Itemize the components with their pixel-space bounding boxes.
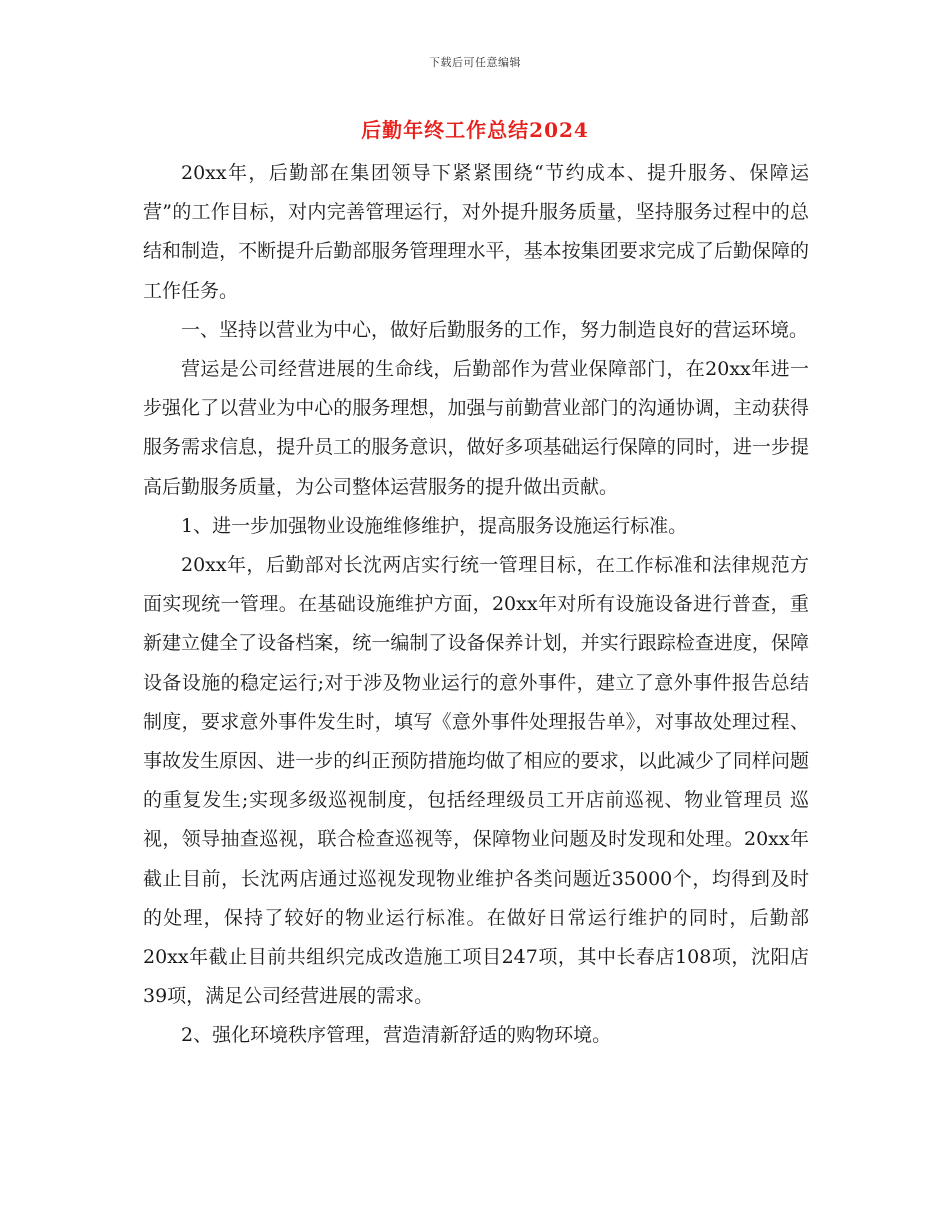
paragraph-intro: 20xx年，后勤部在集团领导下紧紧围绕“节约成本、提升服务、保障运营”的工作目标，对内完善管理运行，对外提升服务质量，坚持服务过程中的总结和制造，不断提升后勤部服务管理理水平，基本按集团要求完成了后勤保障的工作任务。 (143, 162, 809, 302)
header-note: 下载后可任意编辑 (429, 56, 521, 69)
paragraph-facilities: 20xx年，后勤部对长沈两店实行统一管理目标，在工作标准和法律规范方面实现统一管理。在基础设施维护方面，20xx年对所有设施设备进行普查，重新建立健全了设备档案，统一编制了设备保养计划，并实行跟踪检查进度，保障设备设施的稳定运行;对于涉及物业运行的意外事件，建立了意外事件报告总结制度，要求意外事件发生时，填写《意外事件处理报告单》，对事故处理过程、事故发生原因、进一步的纠正预防措施均做了相应的要求，以此减少了同样问题的重复发生;实现多级巡视制度，包括经理级员工开店前巡视、物业管理员 巡视，领导抽查巡视，联合检查巡视等，保障物业问题及时发现和处理。20xx年截止目前，长沈两店通过巡视发现物业维护各类问题近35000个，均得到及时的处理，保持了较好的物业运行标准。在做好日常运行维护的同时，后勤部20xx年截止目前共组织完成改造施工项目247项，其中长春店108项，沈阳店39项，满足公司经营进展的需求。 (143, 554, 809, 1008)
subsection-heading-1: 1、进一步加强物业设施维修维护，提高服务设施运行标准。 (181, 514, 688, 537)
paragraph-operations: 营运是公司经营进展的生命线，后勤部作为营业保障部门，在20xx年进一步强化了以营业为中心的服务理想，加强与前勤营业部门的沟通协调，主动获得服务需求信息，提升员工的服务意识，做好多项基础运行保障的同时，进一步提高后勤服务质量，为公司整体运营服务的提升做出贡献。 (143, 358, 809, 498)
section-heading-1: 一、坚持以营业为中心，做好后勤服务的工作，努力制造良好的营运环境。 (181, 318, 809, 341)
document-title: 后勤年终工作总结2024 (361, 118, 589, 142)
document-body (143, 154, 809, 1056)
subsection-heading-2: 2、强化环境秩序管理，营造清新舒适的购物环境。 (181, 1024, 612, 1047)
